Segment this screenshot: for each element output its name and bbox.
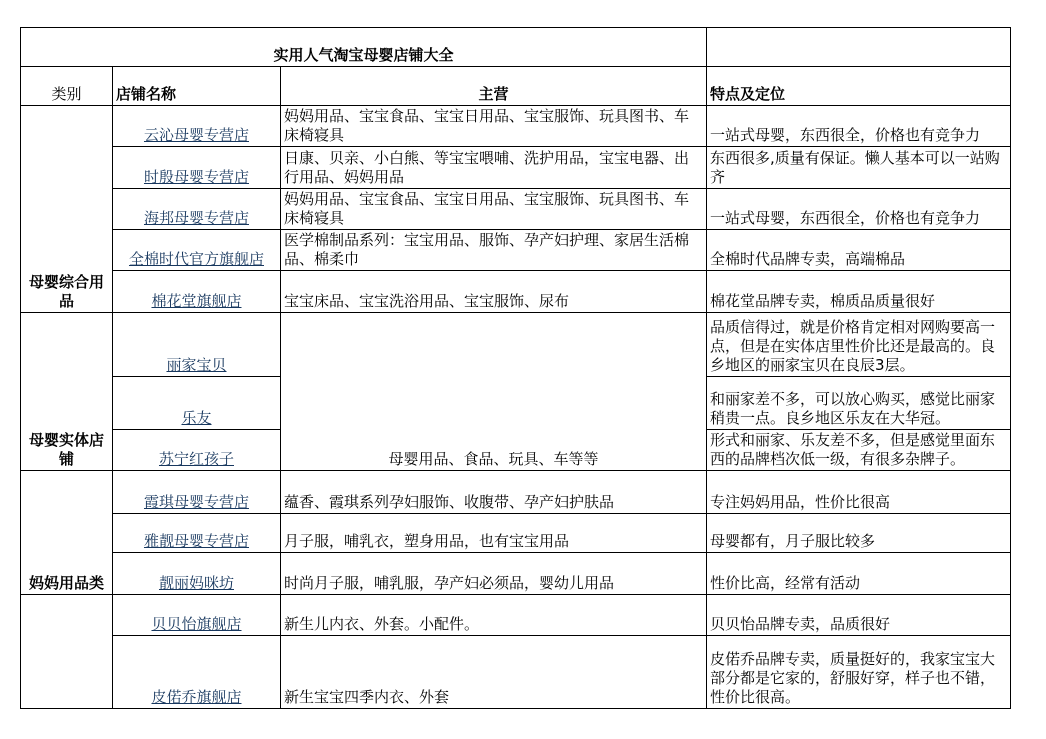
shop-cell <box>113 313 281 377</box>
header-main-business: 主营 <box>281 67 707 106</box>
table-row <box>21 636 1011 709</box>
table-row <box>21 230 1011 271</box>
feature-cell: 形式和丽家、乐友差不多，但是感觉里面东西的品牌档次低一级，有很多杂牌子。 <box>707 430 1011 471</box>
shop-cell <box>113 553 281 595</box>
shop-directory-table <box>20 27 1011 709</box>
shop-link[interactable]: 苏宁红孩子 <box>158 450 234 469</box>
feature-cell: 性价比高，经常有活动 <box>707 553 1011 595</box>
table-row <box>21 147 1011 189</box>
table-row <box>21 553 1011 595</box>
shop-link[interactable]: 丽家宝贝 <box>166 356 227 375</box>
header-category: 类别 <box>21 67 113 106</box>
shop-link[interactable]: 时殷母婴专营店 <box>143 168 249 187</box>
main-cell: 蕴香、霞琪系列孕妇服饰、收腹带、孕产妇护肤品 <box>281 471 707 514</box>
feature-cell: 棉花堂品牌专卖，棉质品质量很好 <box>707 271 1011 313</box>
table-row <box>21 189 1011 230</box>
header-shop-name: 店铺名称 <box>113 67 281 106</box>
main-cell: 月子服，哺乳衣，塑身用品，也有宝宝用品 <box>281 514 707 553</box>
shop-link[interactable]: 全棉时代官方旗舰店 <box>128 250 264 269</box>
shop-cell <box>113 147 281 189</box>
feature-cell: 皮偌乔品牌专卖，质量挺好的，我家宝宝大部分都是它家的，舒服好穿，样子也不错，性价比很高。 <box>707 636 1011 709</box>
shop-link[interactable]: 霞琪母婴专营店 <box>143 493 249 512</box>
main-cell: 妈妈用品、宝宝食品、宝宝日用品、宝宝服饰、玩具图书、车床椅寝具 <box>281 106 707 147</box>
main-cell: 妈妈用品、宝宝食品、宝宝日用品、宝宝服饰、玩具图书、车床椅寝具 <box>281 189 707 230</box>
table-row <box>21 514 1011 553</box>
feature-cell: 一站式母婴，东西很全，价格也有竞争力 <box>707 106 1011 147</box>
shop-cell <box>113 271 281 313</box>
feature-cell: 全棉时代品牌专卖，高端棉品 <box>707 230 1011 271</box>
main-cell: 新生儿内衣、外套。小配件。 <box>281 595 707 636</box>
shared-main-cell: 母婴用品、食品、玩具、车等等 <box>281 313 707 471</box>
feature-cell: 贝贝怡品牌专卖，品质很好 <box>707 595 1011 636</box>
shop-cell <box>113 189 281 230</box>
shop-cell <box>113 471 281 514</box>
shop-cell <box>113 595 281 636</box>
feature-cell: 一站式母婴，东西很全，价格也有竞争力 <box>707 189 1011 230</box>
category-cell-empty <box>21 595 113 709</box>
feature-cell: 母婴都有，月子服比较多 <box>707 514 1011 553</box>
shop-cell <box>113 430 281 471</box>
main-cell: 医学棉制品系列：宝宝用品、服饰、孕产妇护理、家居生活棉品、棉柔巾 <box>281 230 707 271</box>
main-cell: 宝宝床品、宝宝洗浴用品、宝宝服饰、尿布 <box>281 271 707 313</box>
shop-link[interactable]: 云沁母婴专营店 <box>143 126 249 145</box>
page-title: 实用人气淘宝母婴店铺大全 <box>21 28 707 67</box>
title-row <box>21 28 1011 67</box>
shop-cell <box>113 514 281 553</box>
shop-cell <box>113 230 281 271</box>
feature-cell: 和丽家差不多，可以放心购买，感觉比丽家稍贵一点。良乡地区乐友在大华冠。 <box>707 377 1011 430</box>
shop-cell <box>113 106 281 147</box>
table-row <box>21 471 1011 514</box>
shop-link[interactable]: 棉花堂旗舰店 <box>151 292 242 311</box>
shop-link[interactable]: 皮偌乔旗舰店 <box>151 688 242 707</box>
header-features: 特点及定位 <box>707 67 1011 106</box>
category-cell: 妈妈用品类 <box>21 471 113 595</box>
table-row <box>21 271 1011 313</box>
main-cell: 时尚月子服，哺乳服，孕产妇必须品，婴幼儿用品 <box>281 553 707 595</box>
shop-link[interactable]: 贝贝怡旗舰店 <box>151 615 242 634</box>
shop-cell <box>113 636 281 709</box>
category-cell: 母婴综合用品 <box>21 106 113 313</box>
feature-cell: 专注妈妈用品，性价比很高 <box>707 471 1011 514</box>
shop-link[interactable]: 乐友 <box>181 409 212 428</box>
shop-link[interactable]: 雅靓母婴专营店 <box>143 532 249 551</box>
table-row <box>21 595 1011 636</box>
feature-cell: 品质信得过，就是价格肯定相对网购要高一点，但是在实体店里性价比还是最高的。良乡地区的丽家宝贝在良辰3层。 <box>707 313 1011 377</box>
shop-link[interactable]: 靓丽妈咪坊 <box>158 574 234 593</box>
category-cell: 母婴实体店铺 <box>21 313 113 471</box>
table-row <box>21 313 1011 377</box>
header-row <box>21 67 1011 106</box>
main-cell: 日康、贝亲、小白熊、等宝宝喂哺、洗护用品，宝宝电器、出行用品、妈妈用品 <box>281 147 707 189</box>
feature-cell: 东西很多,质量有保证。懒人基本可以一站购齐 <box>707 147 1011 189</box>
table-row <box>21 106 1011 147</box>
shop-cell <box>113 377 281 430</box>
main-cell: 新生宝宝四季内衣、外套 <box>281 636 707 709</box>
title-row-empty-cell <box>707 28 1011 67</box>
shop-link[interactable]: 海邦母婴专营店 <box>143 209 249 228</box>
